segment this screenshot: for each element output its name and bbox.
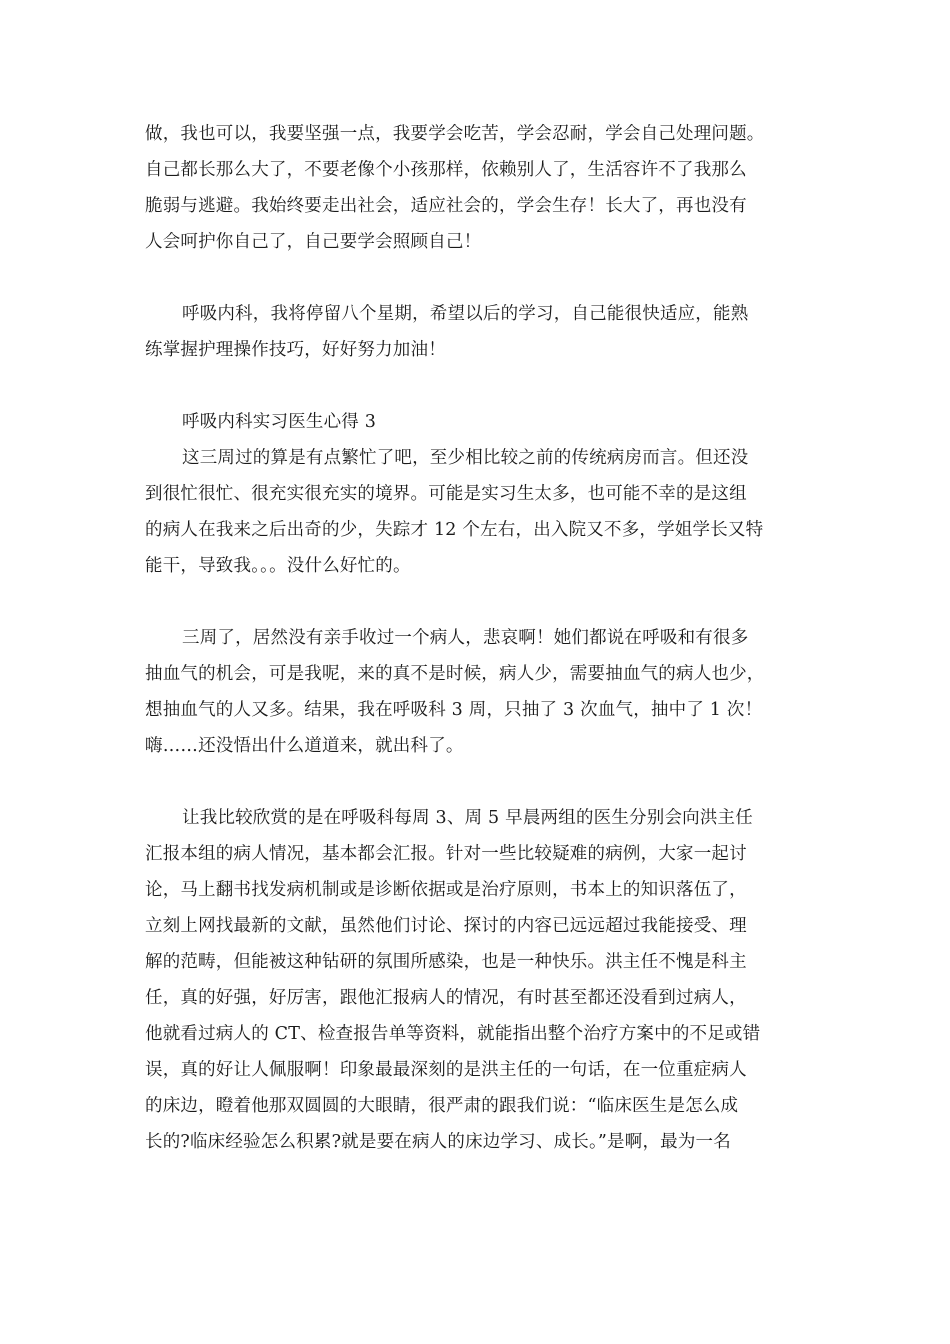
paragraph-5 [145,800,810,1160]
text-line: 人会呵护你自己了，自己要学会照顾自己！ [145,232,482,252]
paragraph-gap [145,368,810,404]
text-line: 到很忙很忙、很充实很充实的境界。可能是实习生太多，也可能不幸的是这组 [145,484,747,504]
text-line: 立刻上网找最新的文献，虽然他们讨论、探讨的内容已远远超过我能接受、理 [145,916,747,936]
text-line: 长的?临床经验怎么积累?就是要在病人的床边学习、成长。”是啊，最为一名 [145,1132,731,1152]
text-line: 呼吸内科，我将停留八个星期，希望以后的学习，自己能很快适应，能熟 [182,304,749,324]
text-line: 论，马上翻书找发病机制或是诊断依据或是治疗原则，书本上的知识落伍了， [145,880,747,900]
paragraph-2 [145,296,810,368]
text-line: 让我比较欣赏的是在呼吸科每周 3、周 5 早晨两组的医生分别会向洪主任 [182,808,753,828]
text-line: 他就看过病人的 CT、检查报告单等资料，就能指出整个治疗方案中的不足或错 [145,1024,761,1044]
text-line: 这三周过的算是有点繁忙了吧，至少相比较之前的传统病房而言。但还没 [182,448,749,468]
text-line: 的病人在我来之后出奇的少，失踪才 12 个左右，出入院又不多，学姐学长又特 [145,520,764,540]
paragraph-4 [145,620,810,764]
text-line: 汇报本组的病人情况，基本都会汇报。针对一些比较疑难的病例，大家一起讨 [145,844,747,864]
text-line: 解的范畴，但能被这种钻研的氛围所感染，也是一种快乐。洪主任不愧是科主 [145,952,747,972]
text-line: 嗨……还没悟出什么道道来，就出科了。 [145,736,464,756]
text-line: 误，真的好让人佩服啊！印象最最深刻的是洪主任的一句话，在一位重症病人 [145,1060,747,1080]
paragraph-gap [145,584,810,620]
text-line: 任，真的好强，好厉害，跟他汇报病人的情况，有时甚至都还没看到过病人， [145,988,747,1008]
paragraph-1 [145,116,810,260]
paragraph-gap [145,764,810,800]
text-line: 的床边，瞪着他那双圆圆的大眼睛，很严肃的跟我们说：“临床医生是怎么成 [145,1096,739,1116]
text-line: 做，我也可以，我要坚强一点，我要学会吃苦，学会忍耐，学会自己处理问题。 [145,124,765,144]
text-line: 脆弱与逃避。我始终要走出社会，适应社会的，学会生存！长大了，再也没有 [145,196,747,216]
section-heading: 呼吸内科实习医生心得 3 [182,412,377,432]
text-line: 想抽血气的人又多。结果，我在呼吸科 3 周，只抽了 3 次血气，抽中了 1 次！ [145,700,763,720]
text-line: 三周了，居然没有亲手收过一个病人，悲哀啊！她们都说在呼吸和有很多 [182,628,749,648]
paragraph-gap [145,260,810,296]
text-line: 能干，导致我。。。没什么好忙的。 [145,556,411,576]
text-line: 练掌握护理操作技巧，好好努力加油！ [145,340,446,360]
text-line: 自己都长那么大了，不要老像个小孩那样，依赖别人了，生活容许不了我那么 [145,160,747,180]
paragraph-3 [145,404,810,584]
document-page [145,116,810,1160]
text-line: 抽血气的机会，可是我呢，来的真不是时候，病人少，需要抽血气的病人也少， [145,664,765,684]
